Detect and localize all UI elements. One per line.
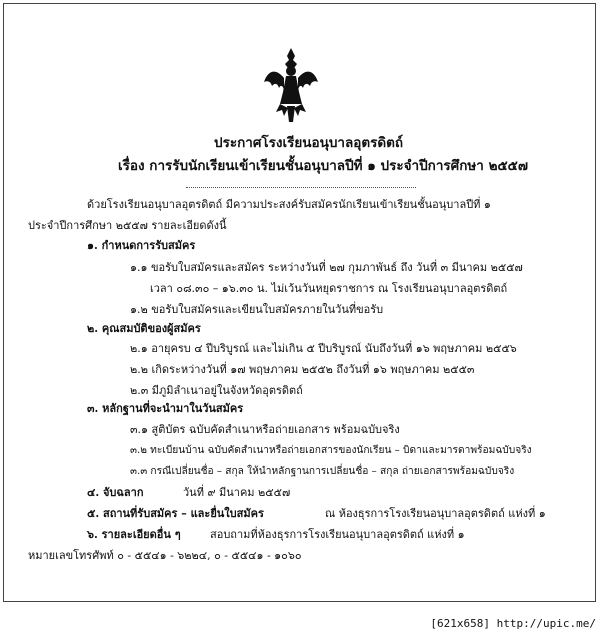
garuda-emblem-icon [262, 46, 320, 124]
divider [186, 187, 416, 188]
item-5-text: ณ ห้องธุรการโรงเรียนอนุบาลอุตรดิตถ์ แห่งที่ ๑ [325, 507, 546, 520]
section-1-item-2: ๑.๒ ขอรับใบสมัครและเขียนใบสมัครภายในวันที่ขอรับ [130, 303, 384, 316]
item-6-label: ๖. รายละเอียดอื่น ๆ [87, 528, 181, 541]
section-2-item-3: ๒.๓ มีภูมิลำเนาอยู่ในจังหวัดอุตรดิตถ์ [130, 384, 303, 397]
section-3-item-2: ๓.๒ ทะเบียนบ้าน ฉบับคัดสำเนาหรือถ่ายเอกสารของนักเรียน – บิดาและมารดาพร้อมฉบับจริง [130, 445, 532, 456]
section-1-item-1: ๑.๑ ขอรับใบสมัครและสมัคร ระหว่างวันที่ ๒๗ กุมภาพันธ์ ถึง วันที่ ๓ มีนาคม ๒๕๕๗ [130, 261, 523, 274]
section-2-item-1: ๒.๑ อายุครบ ๔ ปีบริบูรณ์ และไม่เกิน ๕ ปีบริบูรณ์ นับถึงวันที่ ๑๖ พฤษภาคม ๒๕๕๖ [130, 342, 517, 355]
section-2-heading: ๒. คุณสมบัติของผู้สมัคร [87, 322, 201, 335]
item-4-text: วันที่ ๙ มีนาคม ๒๕๕๗ [183, 486, 291, 499]
image-host-watermark: [621x658] http://upic.me/ [400, 614, 600, 634]
item-6-text: สอบถามที่ห้องธุรการโรงเรียนอนุบาลอุตรดิตถ์ แห่งที่ ๑ [210, 528, 465, 541]
item-5-label: ๕. สถานที่รับสมัคร – และยื่นใบสมัคร [87, 507, 264, 520]
section-2-item-2: ๒.๒ เกิดระหว่างวันที่ ๑๗ พฤษภาคม ๒๕๕๒ ถึงวันที่ ๑๖ พฤษภาคม ๒๕๕๓ [130, 363, 475, 376]
announcement-title: ประกาศโรงเรียนอนุบาลอุตรดิตถ์ [214, 135, 404, 151]
section-3-item-1: ๓.๑ สูติบัตร ฉบับคัดสำเนาหรือถ่ายเอกสาร พร้อมฉบับจริง [130, 423, 400, 436]
phone-numbers: หมายเลขโทรศัพท์ ๐ - ๕๕๔๑ - ๖๒๒๔, ๐ - ๕๕๔๑ - ๑๐๖๐ [28, 549, 302, 562]
intro-line-1: ด้วยโรงเรียนอนุบาลอุตรดิตถ์ มีความประสงค์รับสมัครนักเรียนเข้าเรียนชั้นอนุบาลปีที่ ๑ [87, 198, 491, 211]
section-1-heading: ๑. กำหนดการรับสมัคร [87, 239, 196, 252]
intro-line-2: ประจำปีการศึกษา ๒๕๕๗ รายละเอียดดังนี้ [28, 219, 227, 232]
section-3-heading: ๓. หลักฐานที่จะนำมาในวันสมัคร [87, 402, 244, 415]
item-4-label: ๔. จับฉลาก [87, 486, 144, 499]
announcement-subject: เรื่อง การรับนักเรียนเข้าเรียนชั้นอนุบาลปีที่ ๑ ประจำปีการศึกษา ๒๕๕๗ [118, 158, 529, 174]
section-1-item-1-cont: เวลา ๐๘.๓๐ – ๑๖.๓๐ น. ไม่เว้นวันหยุดราชการ ณ โรงเรียนอนุบาลอุตรดิตถ์ [150, 282, 508, 295]
section-3-item-3: ๓.๓ กรณีเปลี่ยนชื่อ – สกุล ให้นำหลักฐานการเปลี่ยนชื่อ – สกุล ถ่ายเอกสารพร้อมฉบับจริง [130, 466, 515, 477]
